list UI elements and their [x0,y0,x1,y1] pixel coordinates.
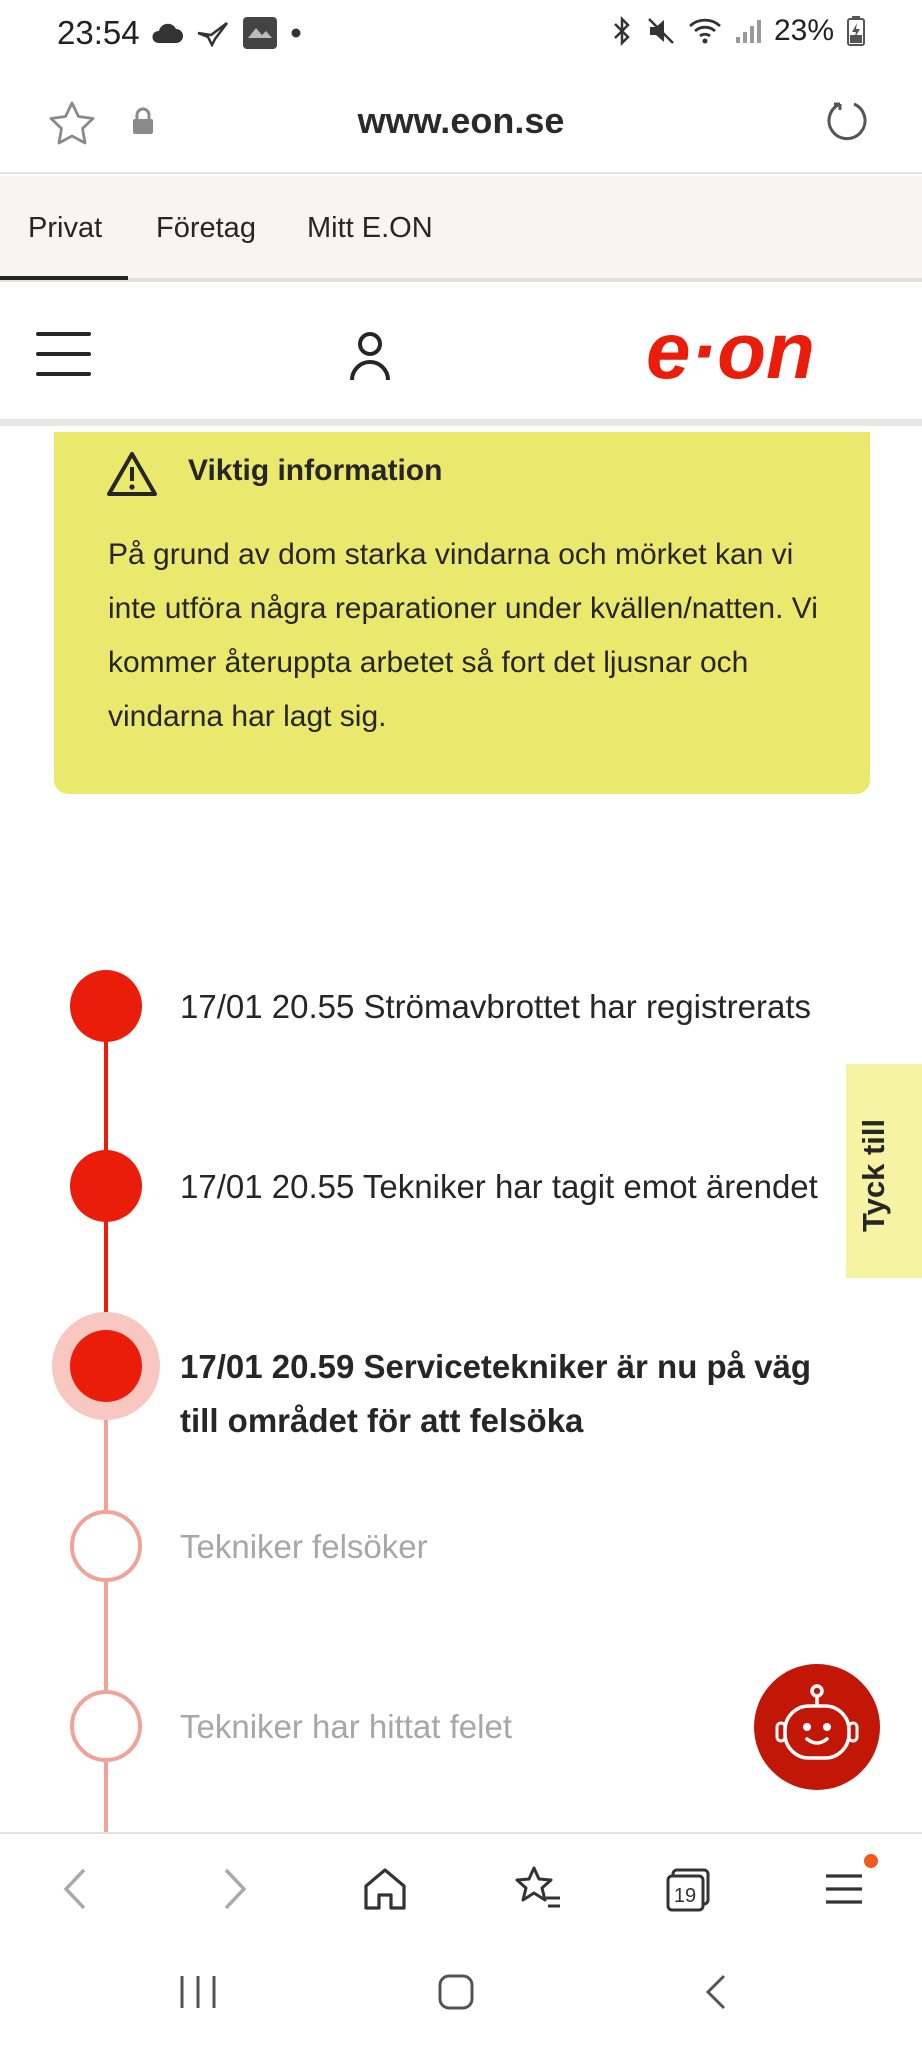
forward-icon[interactable] [214,1864,254,1914]
wifi-icon [688,16,722,46]
timeline-line-pending [104,1366,108,1836]
tabs-icon[interactable] [664,1864,714,1914]
battery-percent: 23% [773,14,834,47]
reload-icon[interactable] [824,98,870,144]
robot-icon [769,1679,865,1775]
user-icon[interactable] [346,330,394,382]
notification-dot [864,1854,878,1868]
home-button-icon[interactable] [436,1972,476,2012]
status-time: 23:54 [57,14,140,51]
recent-apps-icon[interactable] [176,1972,220,2012]
chatbot-button[interactable] [754,1664,880,1790]
tab-foretag[interactable]: Företag [156,212,256,244]
timeline-dot-pending [70,1690,142,1762]
timeline-step-text-current: 17/01 20.59 Servicetekniker är nu på väg till området för att felsöka [180,1348,812,1439]
bookmarks-icon[interactable] [512,1864,564,1914]
tab-privat[interactable]: Privat [28,212,103,244]
status-right-icons [610,14,866,48]
timeline-dot-pending [70,1510,142,1582]
warning-icon [106,450,158,498]
app-icon [242,16,278,50]
menu-icon[interactable] [36,332,91,376]
active-tab-indicator [0,276,128,280]
android-nav-bar [0,1942,922,2048]
timeline-dot-current [70,1330,142,1402]
mute-icon [646,16,676,46]
timeline-dot [70,1150,142,1222]
tab-mitt-eon[interactable]: Mitt E.ON [307,212,433,244]
timeline-dot [70,970,142,1042]
top-nav [0,176,922,282]
menu-icon-browser[interactable] [822,1864,866,1914]
browser-url-bar [0,70,922,174]
home-icon[interactable] [360,1864,410,1914]
status-left-icons [150,16,302,50]
important-info-alert [54,432,870,794]
cloud-icon [150,21,184,45]
battery-icon [846,15,866,47]
alert-title: Viktig information [188,454,443,487]
alert-body: På grund av dom starka vindarna och mörket kan vi inte utföra några reparationer under kvällen/natten. Vi kommer återuppta arbetet så fort det ljusnar och vindarna har lagt sig. [108,538,818,733]
timeline-step-text: 17/01 20.55 Strömavbrottet har registrerats [180,988,811,1025]
timeline-step-text-pending: Tekniker har hittat felet [180,1708,512,1745]
browser-bottom-toolbar [0,1832,922,1942]
logo-text: e·on [646,320,815,392]
signal-icon [734,17,762,45]
back-icon[interactable] [56,1864,96,1914]
system-back-icon[interactable] [700,1972,732,2012]
url-text[interactable]: www.eon.se [357,100,565,141]
plane-check-icon [196,19,230,47]
dot-icon [290,27,302,39]
feedback-tab[interactable] [846,1064,922,1278]
feedback-label: Tyck till [856,1118,891,1232]
timeline-step-text-pending: Tekniker felsöker [180,1528,428,1565]
bluetooth-icon [610,16,634,46]
site-header [0,284,922,426]
eon-logo[interactable] [646,320,890,392]
timeline-step-text: 17/01 20.55 Tekniker har tagit emot ärendet [180,1168,818,1205]
tabs-count: 19 [673,1885,697,1907]
status-bar [0,0,922,70]
